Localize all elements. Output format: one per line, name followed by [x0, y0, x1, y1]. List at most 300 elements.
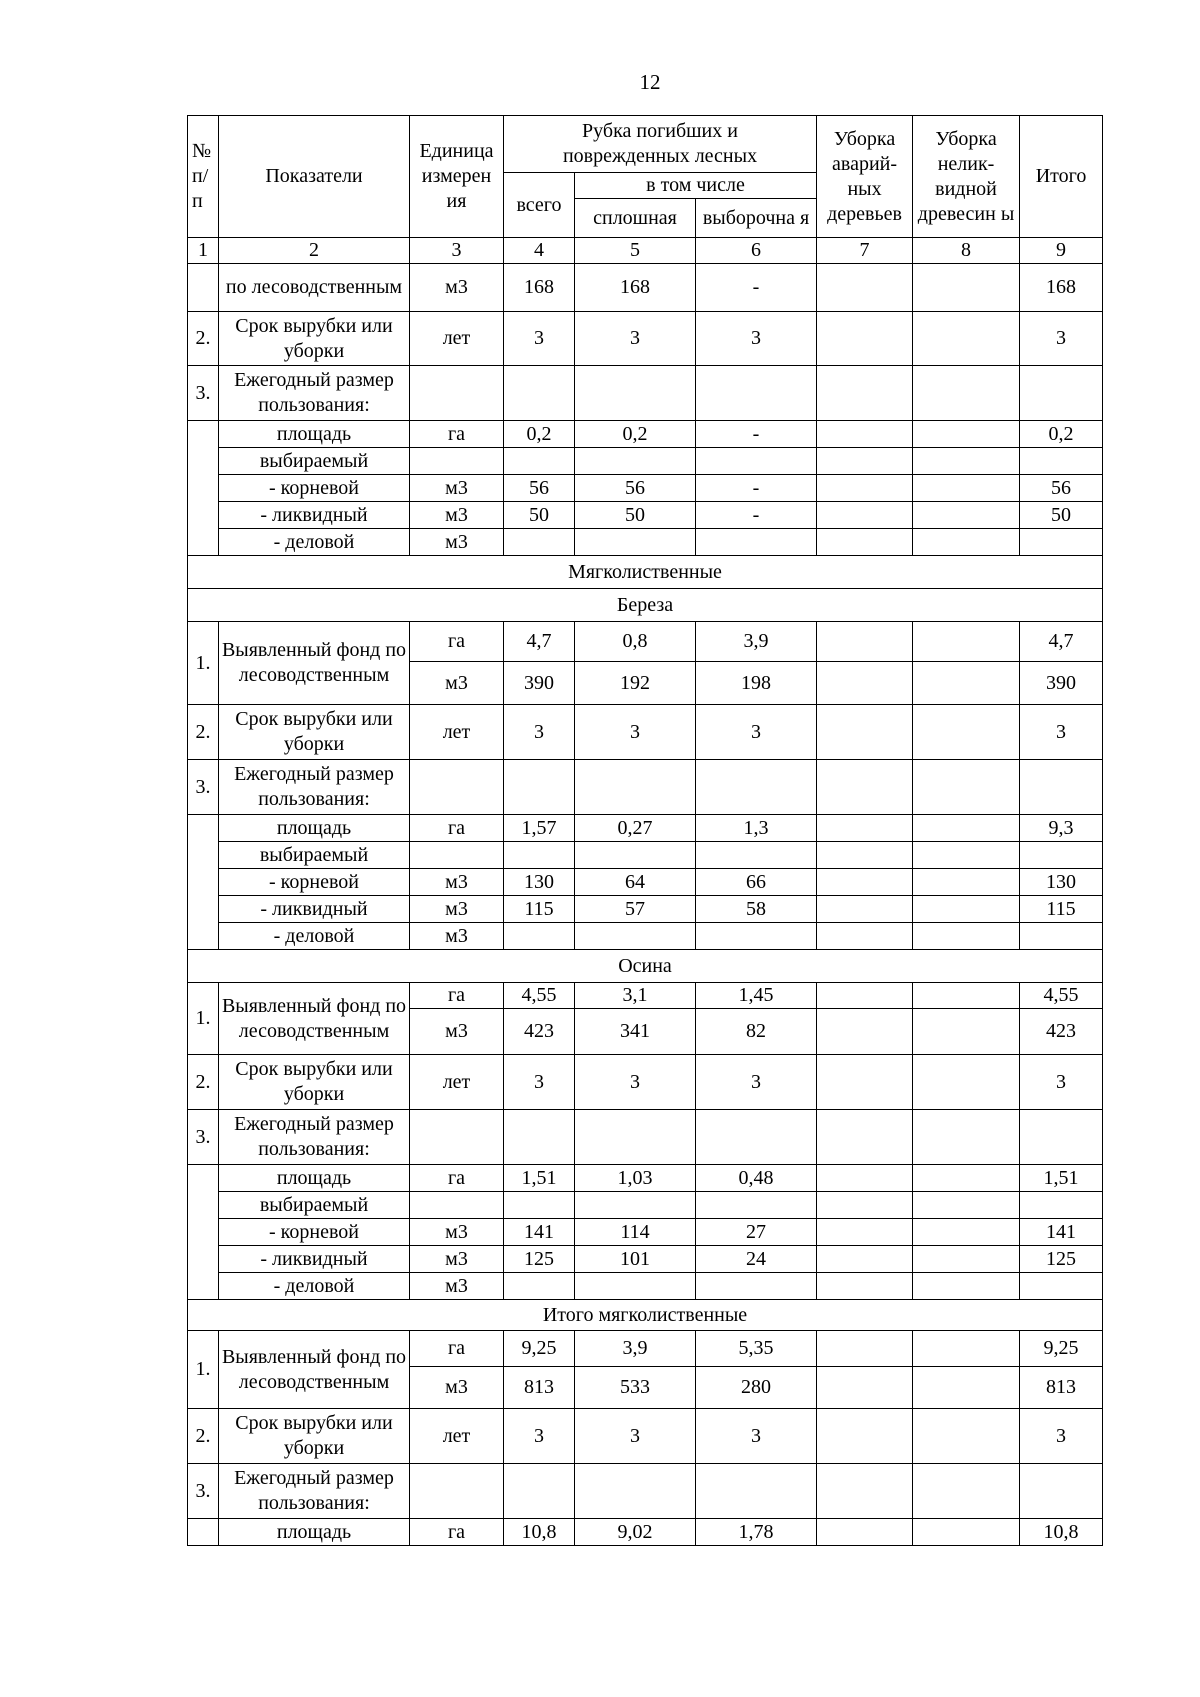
table-row: [188, 529, 1103, 556]
value-cell: 5,35: [696, 1331, 817, 1367]
row-num: 2.: [188, 312, 219, 366]
value-cell: [913, 448, 1020, 475]
value-cell: 9,25: [504, 1331, 575, 1367]
value-cell: [1020, 1192, 1103, 1219]
indicator-label: - деловой: [219, 1273, 410, 1300]
indicator-label: выбираемый: [219, 448, 410, 475]
value-cell: 3: [696, 1055, 817, 1110]
value-cell: [575, 842, 696, 869]
indicator-label: площадь: [219, 1165, 410, 1192]
value-cell: 3: [696, 705, 817, 760]
value-cell: 114: [575, 1219, 696, 1246]
value-cell: [504, 529, 575, 556]
unit-cell: м3: [410, 896, 504, 923]
value-cell: [817, 1055, 913, 1110]
value-cell: 1,57: [504, 815, 575, 842]
value-cell: [913, 1192, 1020, 1219]
unit-cell: м3: [410, 1367, 504, 1409]
value-cell: 813: [1020, 1367, 1103, 1409]
value-cell: [817, 1464, 913, 1519]
table-row: [188, 1273, 1103, 1300]
unit-cell: м3: [410, 1009, 504, 1055]
value-cell: 115: [504, 896, 575, 923]
fund-label: Выявленный фонд по лесоводственным: [219, 1331, 410, 1409]
unit-cell: лет: [410, 1055, 504, 1110]
unit-cell: га: [410, 983, 504, 1009]
value-cell: [504, 448, 575, 475]
value-cell: [504, 366, 575, 421]
indicator-label: площадь: [219, 421, 410, 448]
value-cell: 4,7: [504, 622, 575, 662]
table-row: [188, 1055, 1103, 1110]
value-cell: [913, 1165, 1020, 1192]
value-cell: 3: [575, 1409, 696, 1464]
table-row: [188, 556, 1103, 589]
unit-cell: м3: [410, 529, 504, 556]
table-row: [188, 421, 1103, 448]
table-row: [188, 983, 1103, 1009]
value-cell: 1,51: [1020, 1165, 1103, 1192]
value-cell: 64: [575, 869, 696, 896]
header-unit: Единица измерен ия: [410, 116, 504, 238]
value-cell: 168: [1020, 264, 1103, 312]
table-row: [188, 116, 1103, 173]
value-cell: 125: [504, 1246, 575, 1273]
value-cell: [696, 529, 817, 556]
row-num: 1.: [188, 622, 219, 705]
row-num: [188, 1519, 219, 1546]
value-cell: [913, 896, 1020, 923]
value-cell: [1020, 760, 1103, 815]
value-cell: [1020, 842, 1103, 869]
value-cell: 3,9: [575, 1331, 696, 1367]
value-cell: [817, 264, 913, 312]
value-cell: [696, 1192, 817, 1219]
value-cell: 9,3: [1020, 815, 1103, 842]
value-cell: 3,9: [696, 622, 817, 662]
value-cell: [1020, 448, 1103, 475]
fund-label: Выявленный фонд по лесоводственным: [219, 622, 410, 705]
value-cell: 341: [575, 1009, 696, 1055]
value-cell: [913, 475, 1020, 502]
value-cell: [575, 1192, 696, 1219]
table-row: [188, 1300, 1103, 1331]
value-cell: [817, 1246, 913, 1273]
value-cell: 423: [504, 1009, 575, 1055]
value-cell: [817, 923, 913, 950]
value-cell: 56: [1020, 475, 1103, 502]
value-cell: [913, 1055, 1020, 1110]
value-cell: [913, 1409, 1020, 1464]
value-cell: 101: [575, 1246, 696, 1273]
value-cell: [817, 1192, 913, 1219]
value-cell: [913, 1519, 1020, 1546]
unit-cell: га: [410, 1165, 504, 1192]
value-cell: 4,55: [504, 983, 575, 1009]
header-emergency: Уборка аварий-ных деревьев: [817, 116, 913, 238]
value-cell: 1,78: [696, 1519, 817, 1546]
row-num: 2.: [188, 1055, 219, 1110]
species-title: Осина: [188, 950, 1103, 983]
value-cell: [913, 1009, 1020, 1055]
value-cell: [817, 662, 913, 705]
value-cell: [817, 475, 913, 502]
value-cell: [504, 1192, 575, 1219]
value-cell: [817, 705, 913, 760]
value-cell: [817, 1219, 913, 1246]
indicator-label: - корневой: [219, 475, 410, 502]
table-row: [188, 1165, 1103, 1192]
value-cell: [913, 421, 1020, 448]
unit-cell: [410, 366, 504, 421]
value-cell: [504, 1110, 575, 1165]
unit-cell: лет: [410, 312, 504, 366]
indicator-label: - деловой: [219, 923, 410, 950]
indicator-label: - ликвидный: [219, 502, 410, 529]
row-num: 3.: [188, 1110, 219, 1165]
indicator-label: Срок вырубки или уборки: [219, 312, 410, 366]
value-cell: 3: [575, 705, 696, 760]
value-cell: -: [696, 264, 817, 312]
table-row: [188, 1110, 1103, 1165]
table-row: [188, 1409, 1103, 1464]
value-cell: [817, 1519, 913, 1546]
table-row: [188, 1192, 1103, 1219]
value-cell: [504, 760, 575, 815]
value-cell: [817, 529, 913, 556]
value-cell: [575, 529, 696, 556]
value-cell: [817, 983, 913, 1009]
value-cell: [913, 760, 1020, 815]
value-cell: [913, 842, 1020, 869]
group-title: Мягколиственные: [188, 556, 1103, 589]
value-cell: 0,27: [575, 815, 696, 842]
value-cell: 56: [504, 475, 575, 502]
value-cell: [696, 760, 817, 815]
unit-cell: [410, 448, 504, 475]
value-cell: [817, 1165, 913, 1192]
table-row: [188, 1219, 1103, 1246]
value-cell: 50: [504, 502, 575, 529]
unit-cell: м3: [410, 662, 504, 705]
value-cell: [575, 1110, 696, 1165]
unit-cell: лет: [410, 1409, 504, 1464]
value-cell: 66: [696, 869, 817, 896]
value-cell: 57: [575, 896, 696, 923]
unit-cell: м3: [410, 475, 504, 502]
value-cell: [696, 1273, 817, 1300]
value-cell: [817, 869, 913, 896]
value-cell: [817, 1273, 913, 1300]
row-num: 3.: [188, 1464, 219, 1519]
value-cell: 9,25: [1020, 1331, 1103, 1367]
value-cell: 0,2: [575, 421, 696, 448]
value-cell: [817, 1331, 913, 1367]
indicator-label: площадь: [219, 815, 410, 842]
value-cell: [913, 502, 1020, 529]
value-cell: 423: [1020, 1009, 1103, 1055]
indicator-label: - корневой: [219, 1219, 410, 1246]
value-cell: [817, 842, 913, 869]
unit-cell: м3: [410, 502, 504, 529]
indicator-label: Ежегодный размер пользования:: [219, 366, 410, 421]
value-cell: 198: [696, 662, 817, 705]
column-number: 4: [504, 238, 575, 264]
table-row: [188, 815, 1103, 842]
value-cell: 141: [504, 1219, 575, 1246]
value-cell: [817, 1009, 913, 1055]
value-cell: [913, 662, 1020, 705]
indicator-label: Ежегодный размер пользования:: [219, 1110, 410, 1165]
value-cell: -: [696, 475, 817, 502]
value-cell: 3: [504, 312, 575, 366]
table-row: [188, 366, 1103, 421]
value-cell: [913, 983, 1020, 1009]
value-cell: 125: [1020, 1246, 1103, 1273]
row-num: [188, 264, 219, 312]
unit-cell: м3: [410, 1273, 504, 1300]
value-cell: [575, 1273, 696, 1300]
value-cell: [817, 448, 913, 475]
value-cell: 3: [696, 312, 817, 366]
value-cell: [1020, 923, 1103, 950]
value-cell: 10,8: [504, 1519, 575, 1546]
indicator-label: площадь: [219, 1519, 410, 1546]
value-cell: [1020, 1464, 1103, 1519]
value-cell: 27: [696, 1219, 817, 1246]
unit-cell: [410, 1464, 504, 1519]
value-cell: -: [696, 502, 817, 529]
value-cell: 3: [504, 705, 575, 760]
value-cell: [817, 622, 913, 662]
value-cell: 3: [1020, 1409, 1103, 1464]
table-row: [188, 622, 1103, 662]
value-cell: [913, 815, 1020, 842]
fund-label: Выявленный фонд по лесоводственным: [219, 983, 410, 1055]
table-row: [188, 869, 1103, 896]
unit-cell: [410, 1192, 504, 1219]
row-num: 3.: [188, 366, 219, 421]
indicator-label: по лесоводственным: [219, 264, 410, 312]
value-cell: 192: [575, 662, 696, 705]
value-cell: 141: [1020, 1219, 1103, 1246]
table-row: [188, 950, 1103, 983]
header-including: в том числе: [575, 173, 817, 199]
value-cell: [817, 760, 913, 815]
header-felling-group: Рубка погибших и поврежденных лесных: [504, 116, 817, 173]
value-cell: [913, 312, 1020, 366]
value-cell: 168: [575, 264, 696, 312]
table-row: [188, 589, 1103, 622]
value-cell: [1020, 529, 1103, 556]
column-number: 9: [1020, 238, 1103, 264]
species-title: Береза: [188, 589, 1103, 622]
unit-cell: га: [410, 1519, 504, 1546]
value-cell: [696, 1110, 817, 1165]
value-cell: 4,55: [1020, 983, 1103, 1009]
column-number: 3: [410, 238, 504, 264]
row-num: 2.: [188, 1409, 219, 1464]
indicator-label: - ликвидный: [219, 896, 410, 923]
value-cell: [575, 1464, 696, 1519]
column-number: 8: [913, 238, 1020, 264]
table-row: [188, 502, 1103, 529]
unit-cell: [410, 1110, 504, 1165]
value-cell: 130: [504, 869, 575, 896]
value-cell: [817, 421, 913, 448]
value-cell: 56: [575, 475, 696, 502]
table-row: [188, 264, 1103, 312]
indicator-label: Срок вырубки или уборки: [219, 1409, 410, 1464]
value-cell: 3: [696, 1409, 817, 1464]
value-cell: 50: [575, 502, 696, 529]
value-cell: 3: [1020, 705, 1103, 760]
value-cell: [913, 1367, 1020, 1409]
indicator-label: Ежегодный размер пользования:: [219, 760, 410, 815]
header-clear: сплошная: [575, 199, 696, 238]
value-cell: 3,1: [575, 983, 696, 1009]
header-selective: выборочна я: [696, 199, 817, 238]
value-cell: 0,2: [1020, 421, 1103, 448]
value-cell: [913, 1110, 1020, 1165]
value-cell: 82: [696, 1009, 817, 1055]
column-number: 7: [817, 238, 913, 264]
value-cell: 1,3: [696, 815, 817, 842]
value-cell: [913, 366, 1020, 421]
value-cell: 168: [504, 264, 575, 312]
value-cell: [817, 1367, 913, 1409]
value-cell: [817, 815, 913, 842]
row-num: [188, 421, 219, 556]
value-cell: [504, 923, 575, 950]
value-cell: [1020, 366, 1103, 421]
value-cell: 390: [504, 662, 575, 705]
value-cell: 1,03: [575, 1165, 696, 1192]
value-cell: 0,48: [696, 1165, 817, 1192]
indicator-label: Срок вырубки или уборки: [219, 1055, 410, 1110]
indicator-label: - деловой: [219, 529, 410, 556]
unit-cell: м3: [410, 923, 504, 950]
table-row: [188, 448, 1103, 475]
unit-cell: м3: [410, 1219, 504, 1246]
unit-cell: [410, 842, 504, 869]
value-cell: 0,2: [504, 421, 575, 448]
value-cell: [696, 366, 817, 421]
value-cell: 3: [575, 1055, 696, 1110]
header-total: всего: [504, 173, 575, 238]
unit-cell: га: [410, 421, 504, 448]
indicator-label: выбираемый: [219, 1192, 410, 1219]
page-number: 12: [639, 70, 661, 94]
value-cell: 115: [1020, 896, 1103, 923]
value-cell: 533: [575, 1367, 696, 1409]
value-cell: [817, 502, 913, 529]
row-num: [188, 815, 219, 950]
row-num: 1.: [188, 983, 219, 1055]
row-num: 1.: [188, 1331, 219, 1409]
indicator-label: Срок вырубки или уборки: [219, 705, 410, 760]
value-cell: [1020, 1110, 1103, 1165]
value-cell: 280: [696, 1367, 817, 1409]
value-cell: [817, 896, 913, 923]
header-unmerchantable: Уборка нелик-видной древесин ы: [913, 116, 1020, 238]
value-cell: [913, 923, 1020, 950]
unit-cell: [410, 760, 504, 815]
indicator-label: - ликвидный: [219, 1246, 410, 1273]
value-cell: [575, 366, 696, 421]
header-indicator: Показатели: [219, 116, 410, 238]
value-cell: [913, 1331, 1020, 1367]
value-cell: [913, 705, 1020, 760]
value-cell: 390: [1020, 662, 1103, 705]
value-cell: [696, 1464, 817, 1519]
value-cell: [913, 622, 1020, 662]
unit-cell: м3: [410, 264, 504, 312]
table-row: [188, 896, 1103, 923]
indicator-label: выбираемый: [219, 842, 410, 869]
value-cell: [913, 869, 1020, 896]
value-cell: 50: [1020, 502, 1103, 529]
value-cell: 3: [1020, 312, 1103, 366]
column-number: 5: [575, 238, 696, 264]
row-num: [188, 1165, 219, 1300]
column-number: 1: [188, 238, 219, 264]
total-title: Итого мягколиственные: [188, 1300, 1103, 1331]
indicator-label: - корневой: [219, 869, 410, 896]
value-cell: 3: [575, 312, 696, 366]
unit-cell: м3: [410, 869, 504, 896]
value-cell: [575, 448, 696, 475]
value-cell: 1,45: [696, 983, 817, 1009]
value-cell: [504, 842, 575, 869]
value-cell: [696, 448, 817, 475]
value-cell: 10,8: [1020, 1519, 1103, 1546]
unit-cell: га: [410, 815, 504, 842]
value-cell: [913, 1246, 1020, 1273]
indicator-label: Ежегодный размер пользования:: [219, 1464, 410, 1519]
unit-cell: га: [410, 622, 504, 662]
value-cell: [696, 923, 817, 950]
value-cell: [575, 923, 696, 950]
value-cell: [817, 1110, 913, 1165]
column-number: 6: [696, 238, 817, 264]
value-cell: 813: [504, 1367, 575, 1409]
value-cell: 130: [1020, 869, 1103, 896]
table-row: [188, 312, 1103, 366]
value-cell: 4,7: [1020, 622, 1103, 662]
value-cell: [817, 366, 913, 421]
value-cell: [913, 1219, 1020, 1246]
table-row: [188, 475, 1103, 502]
header-itogo: Итого: [1020, 116, 1103, 238]
row-num: 3.: [188, 760, 219, 815]
table-row: [188, 842, 1103, 869]
value-cell: 3: [504, 1055, 575, 1110]
column-number: 2: [219, 238, 410, 264]
value-cell: 3: [1020, 1055, 1103, 1110]
unit-cell: м3: [410, 1246, 504, 1273]
table-row: [188, 1464, 1103, 1519]
value-cell: [575, 760, 696, 815]
value-cell: [504, 1464, 575, 1519]
value-cell: 1,51: [504, 1165, 575, 1192]
unit-cell: га: [410, 1331, 504, 1367]
value-cell: [913, 1464, 1020, 1519]
table-row: [188, 1331, 1103, 1367]
value-cell: 9,02: [575, 1519, 696, 1546]
value-cell: [913, 1273, 1020, 1300]
value-cell: [504, 1273, 575, 1300]
